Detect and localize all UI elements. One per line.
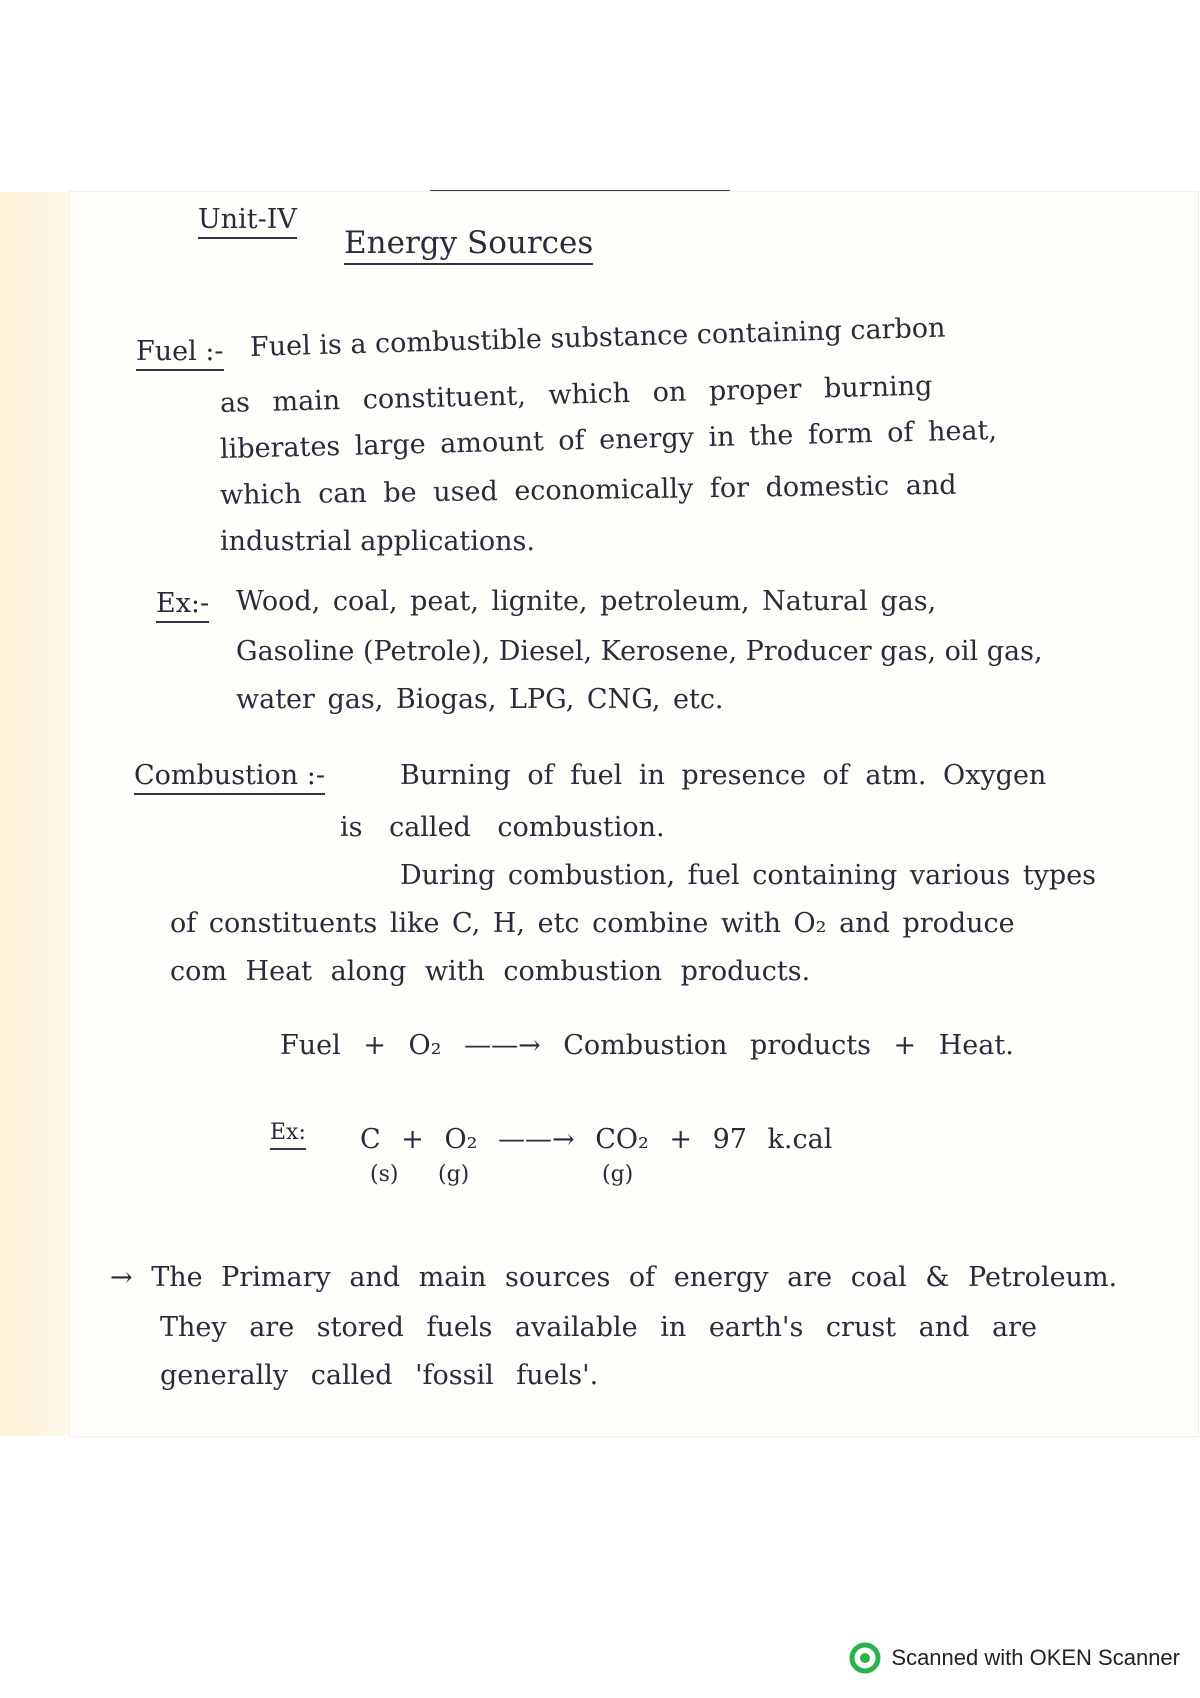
state-solid: (s) <box>370 1162 399 1187</box>
general-reaction: Fuel + O₂ ——→ Combustion products + Heat. <box>280 1030 1014 1061</box>
examples-line-3: water gas, Biogas, LPG, CNG, etc. <box>236 684 724 715</box>
combustion-heading: Combustion :- <box>134 762 325 795</box>
combustion-def-line-4: of constituents like C, H, etc combine with O₂ and produce <box>170 908 1015 939</box>
primary-line-2: They are stored fuels available in earth's crust and are <box>160 1312 1037 1343</box>
fuel-def-line-1: Fuel is a combustible substance containing carbon <box>249 312 946 363</box>
oken-logo-icon <box>849 1642 881 1674</box>
fuel-def-line-5: industrial applications. <box>220 526 535 557</box>
state-gas-product: (g) <box>602 1162 634 1187</box>
example-reaction: C + O₂ ——→ CO₂ + 97 k.cal <box>360 1124 833 1155</box>
state-gas-reactant: (g) <box>438 1162 470 1187</box>
fuel-def-line-4: which can be used economically for domestic and <box>219 469 957 511</box>
fuel-def-line-3: liberates large amount of energy in the form of heat, <box>219 415 998 465</box>
scanner-watermark <box>849 1642 1180 1674</box>
primary-line-1: → The Primary and main sources of energy are coal & Petroleum. <box>110 1262 1118 1293</box>
page-edge-shadow <box>0 192 70 1436</box>
unit-label: Unit-IV <box>198 206 297 239</box>
scanner-label: Scanned with OKEN Scanner <box>891 1645 1180 1670</box>
notebook-page <box>70 192 1198 1436</box>
page-title: Energy Sources <box>344 228 593 265</box>
example-label: Ex: <box>270 1122 306 1150</box>
examples-line-1: Wood, coal, peat, lignite, petroleum, Natural gas, <box>236 586 937 617</box>
combustion-def-line-1: Burning of fuel in presence of atm. Oxygen <box>400 760 1047 791</box>
fuel-heading: Fuel :- <box>136 338 224 371</box>
combustion-def-line-3: During combustion, fuel containing various types <box>400 860 1097 891</box>
examples-line-2: Gasoline (Petrole), Diesel, Kerosene, Producer gas, oil gas, <box>236 636 1043 667</box>
combustion-def-line-5: com Heat along with combustion products. <box>170 956 811 987</box>
primary-line-3: generally called 'fossil fuels'. <box>160 1360 599 1391</box>
examples-label: Ex:- <box>156 590 209 623</box>
fuel-def-line-2: as main constituent, which on proper burning <box>219 370 933 419</box>
combustion-def-line-2: is called combustion. <box>340 812 665 843</box>
